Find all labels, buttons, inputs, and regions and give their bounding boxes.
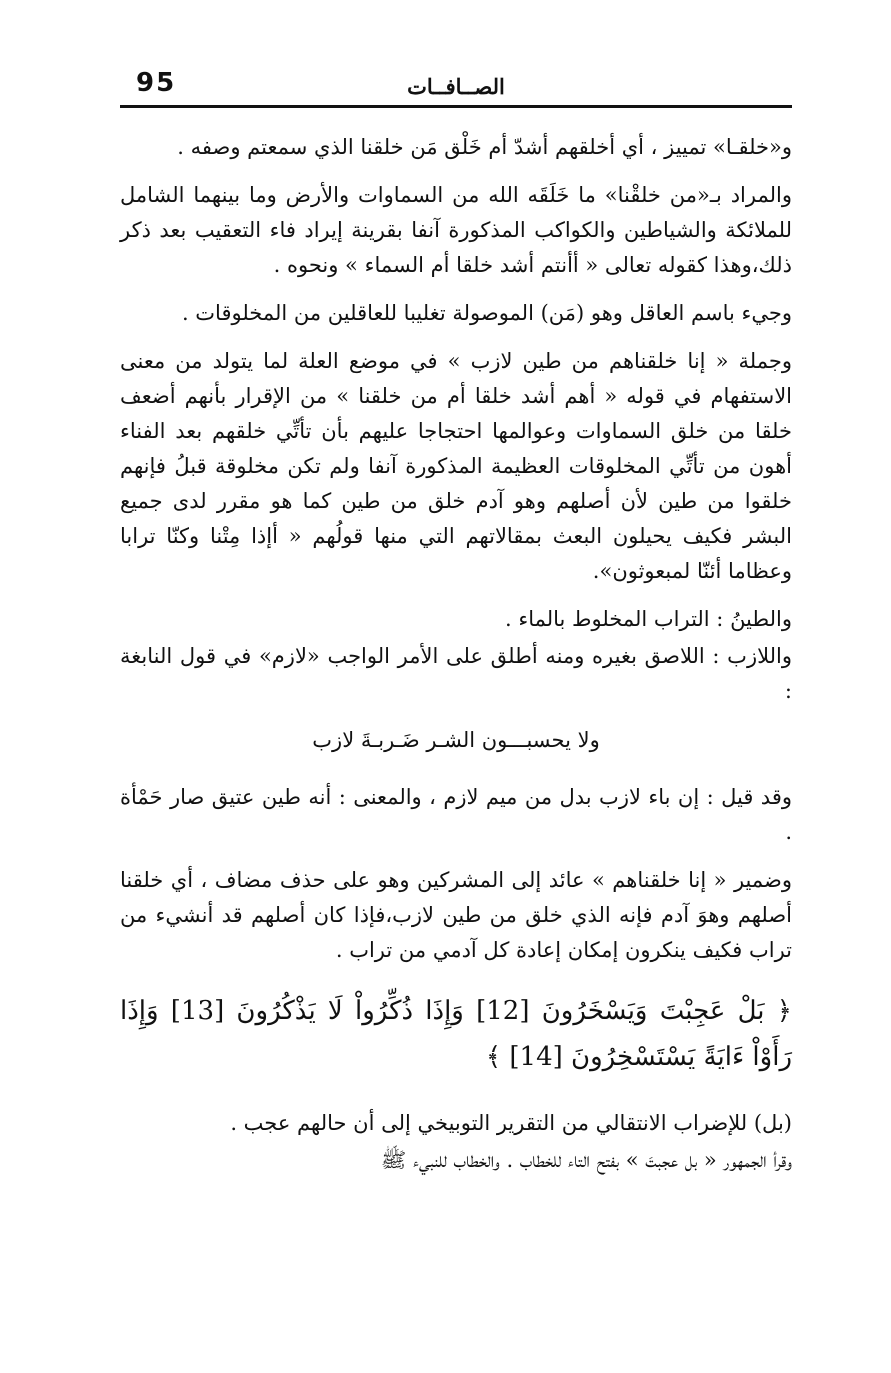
poetry-verse: ولا يحسبـــون الشـر ضَـربـةَ لازب [312, 728, 600, 752]
paragraph-al-tin: والطينُ : التراب المخلوط بالماء . [504, 607, 792, 631]
page-number: 95 [136, 68, 177, 98]
page-header [120, 62, 792, 108]
quran-verse: ﴿ بَلْ عَجِبْتَ وَيَسْخَرُونَ [12] وَإِذَا ذُكِّرُواْ لَا يَذْكُرُونَ [13] وَإِذَا رَأَوْاْ ءَايَةً يَسْتَسْخِرُونَ [14] ﴾ [120, 996, 793, 1072]
page-body [120, 130, 792, 1191]
running-title: الصــافــات [407, 74, 505, 99]
paragraph-tamyiz: و«خلقـا» تمييز ، أي أخلقهم أشدّ أم خَلْق مَن خلقنا الذي سمعتم وصفه . [177, 135, 792, 159]
paragraph-bal-idrab: (بل) للإضراب الانتقالي من التقرير التوبيخي إلى أن حالهم عجب . [230, 1111, 792, 1135]
paragraph-wa-qad-qil: وقد قيل : إن باء لازب بدل من ميم لازم ، والمعنى : أنه طين عتيق صار حَمْأة . [120, 785, 792, 844]
paragraph-ism-al-aqil: وجيء باسم العاقل وهو (مَن) الموصولة تغليبا للعاقلين من المخلوقات . [181, 301, 792, 325]
paragraph-al-lazib: واللازب : اللاصق بغيره ومنه أطلق على الأمر الواجب «لازم» في قول النابغة : [120, 644, 792, 703]
paragraph-jumla-tin-lazib: وجملة « إنا خلقناهم من طين لازب » في موضع العلة لما يتولد من معنى الاستفهام في قوله « أهم أشد خلقا أم من خلقنا » من الإقرار بأنهم أضعف خلقا من خلق السماوات وعوالمها احتجاجا عليهم بأن تأتِّي خلقهم بعد الفناء أهون من تأتِّي المخلوقات العظيمة المذكورة آنفا ولم تكن مخلوقة قبلُ فإنهم خلقوا من طين لأن أصلهم وهو آدم خلق من طين كما هو مقرر لدى جميع البشر فكيف يحيلون البعث بمقالاتهم التي منها قولُهم « أإذا مِتْنا وكنّا ترابا وعظاما أئنّا لمبعوثون». [120, 349, 792, 583]
paragraph-damir: وضمير « إنا خلقناهم » عائد إلى المشركين وهو على حذف مضاف ، أي خلقنا أصلهم وهوَ آدم فإنه الذي خلق من طين لازب،فإذا كان أصلهم قد أنشيء من تراب فكيف ينكرون إمكان إعادة كل آدمي من تراب . [120, 868, 792, 962]
paragraph-qiraa: وقرأ الجمهور « بل عجبتَ » بفتح التاء للخطاب . والخطاب للنبيء ﷺ [380, 1148, 792, 1172]
paragraph-man-khalaqna: والمراد بـ«من خلقْنا» ما خَلَقَه الله من السماوات والأرض وما بينهما الشامل للملائكة والشياطين والكواكب المذكورة آنفا بقرينة إيراد فاء التعقيب بعد ذكر ذلك،وهذا كقوله تعالى « أأنتم أشد خلقا أم السماء » ونحوه . [120, 183, 792, 277]
header-rule [120, 105, 792, 108]
